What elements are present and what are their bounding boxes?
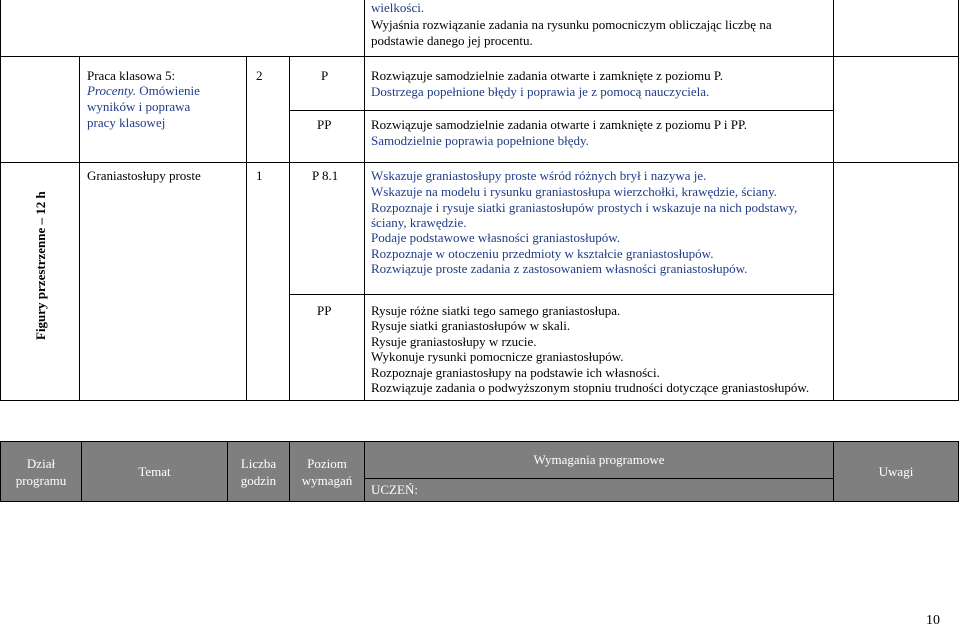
col-divider-level — [364, 0, 365, 401]
col-divider-hours — [289, 56, 290, 401]
header-border-right — [958, 441, 959, 502]
figury-hours: 1 — [256, 168, 263, 183]
figury-req2-5: Rozwiązuje zadania o podwyższonym stopniu trudności dotyczące graniastosłupów. — [371, 380, 810, 395]
header-dzial-line1: Dział — [26, 455, 56, 471]
praca-hours: 2 — [256, 68, 263, 83]
figury-req1-0: Wskazuje graniastosłupy proste wśród różnych brył i nazywa je. — [371, 168, 707, 183]
header-uwagi: Uwagi — [878, 463, 914, 479]
figury-req2-3: Wykonuje rysunki pomocnicze graniastosłupów. — [371, 349, 624, 364]
figury-level-pp: PP — [317, 303, 332, 318]
header-dzial-programu — [1, 442, 81, 501]
praca-topic-line2 — [87, 83, 200, 99]
top-text-line1: wielkości. — [371, 0, 425, 15]
header-uczen: UCZEŃ: — [371, 482, 418, 497]
praca-req2-line2: Samodzielnie poprawia popełnione błędy. — [371, 133, 589, 148]
praca-topic-line1: Praca klasowa 5: — [87, 68, 176, 83]
row-divider-figury-mid — [289, 294, 833, 295]
header-liczba-godzin — [228, 442, 289, 501]
praca-topic-rest: Omówienie — [135, 83, 200, 98]
header-poziom-wymagan — [290, 442, 364, 501]
figury-req1-5: Rozpoznaje w otoczeniu przedmioty w kształcie graniastosłupów. — [371, 246, 714, 261]
header-liczba-line1: Liczba — [240, 455, 277, 471]
figury-req1-6: Rozwiązuje proste zadania z zastosowaniem własności graniastosłupów. — [371, 261, 748, 276]
figury-level-p: P 8.1 — [312, 168, 339, 183]
praca-topic-line4: pracy klasowej — [87, 115, 166, 130]
top-text-line2: Wyjaśnia rozwiązanie zadania na rysunku pomocniczym obliczając liczbę na — [371, 17, 772, 32]
section-figury-przestrzenne: Figury przestrzenne – 12 h — [33, 191, 48, 340]
row-divider-praca-mid — [289, 110, 833, 111]
top-text-line3: podstawie danego jej procentu. — [371, 33, 533, 48]
figury-req1-3: ściany, krawędzie. — [371, 215, 467, 230]
praca-topic-italic: Procenty. — [87, 83, 136, 98]
page-number: 10 — [926, 613, 940, 628]
figury-req2-0: Rysuje różne siatki tego samego graniastosłupa. — [371, 303, 621, 318]
praca-level-pp: PP — [317, 117, 332, 132]
table-border-left — [0, 0, 1, 401]
col-divider-section — [79, 56, 80, 401]
figury-req2-4: Rozpoznaje graniastosłupy na podstawie ich własności. — [371, 365, 660, 380]
header-dzial-line2: programu — [15, 472, 67, 488]
praca-level-p: P — [321, 68, 329, 83]
header-inner-divider — [364, 478, 833, 479]
header-poziom-line2: wymagań — [301, 472, 353, 488]
header-poziom-line1: Poziom — [307, 455, 347, 471]
figury-req1-4: Podaje podstawowe własności graniastosłupów. — [371, 230, 621, 245]
figury-req2-2: Rysuje graniastosłupy w rzucie. — [371, 334, 537, 349]
praca-req2-line1: Rozwiązuje samodzielnie zadania otwarte i zamknięte z poziomu P i PP. — [371, 117, 748, 132]
figury-req2-1: Rysuje siatki graniastosłupów w skali. — [371, 318, 571, 333]
figury-topic: Graniastosłupy proste — [87, 168, 201, 183]
row-divider-2 — [0, 162, 959, 163]
praca-topic-line3: wyników i poprawa — [87, 99, 191, 114]
praca-req1-line1: Rozwiązuje samodzielnie zadania otwarte i zamknięte z poziomu P. — [371, 68, 723, 83]
table-border-right — [958, 0, 959, 401]
row-divider-1 — [0, 56, 959, 57]
praca-req1-line2: Dostrzega popełnione błędy i poprawia je z pomocą nauczyciela. — [371, 84, 710, 99]
col-divider-req — [833, 0, 834, 401]
col-divider-topic — [246, 56, 247, 401]
header-temat: Temat — [138, 463, 171, 479]
table-border-bottom — [0, 400, 959, 401]
header-border-bottom — [0, 501, 959, 502]
figury-req1-2: Rozpoznaje i rysuje siatki graniastosłupów prostych i wskazuje na nich podstawy, — [371, 200, 798, 215]
header-wymagania-programowe: Wymagania programowe — [533, 452, 665, 467]
figury-req1-1: Wskazuje na modelu i rysunku graniastosłupa wierzchołki, krawędzie, ściany. — [371, 184, 777, 199]
header-liczba-line2: godzin — [240, 472, 277, 488]
